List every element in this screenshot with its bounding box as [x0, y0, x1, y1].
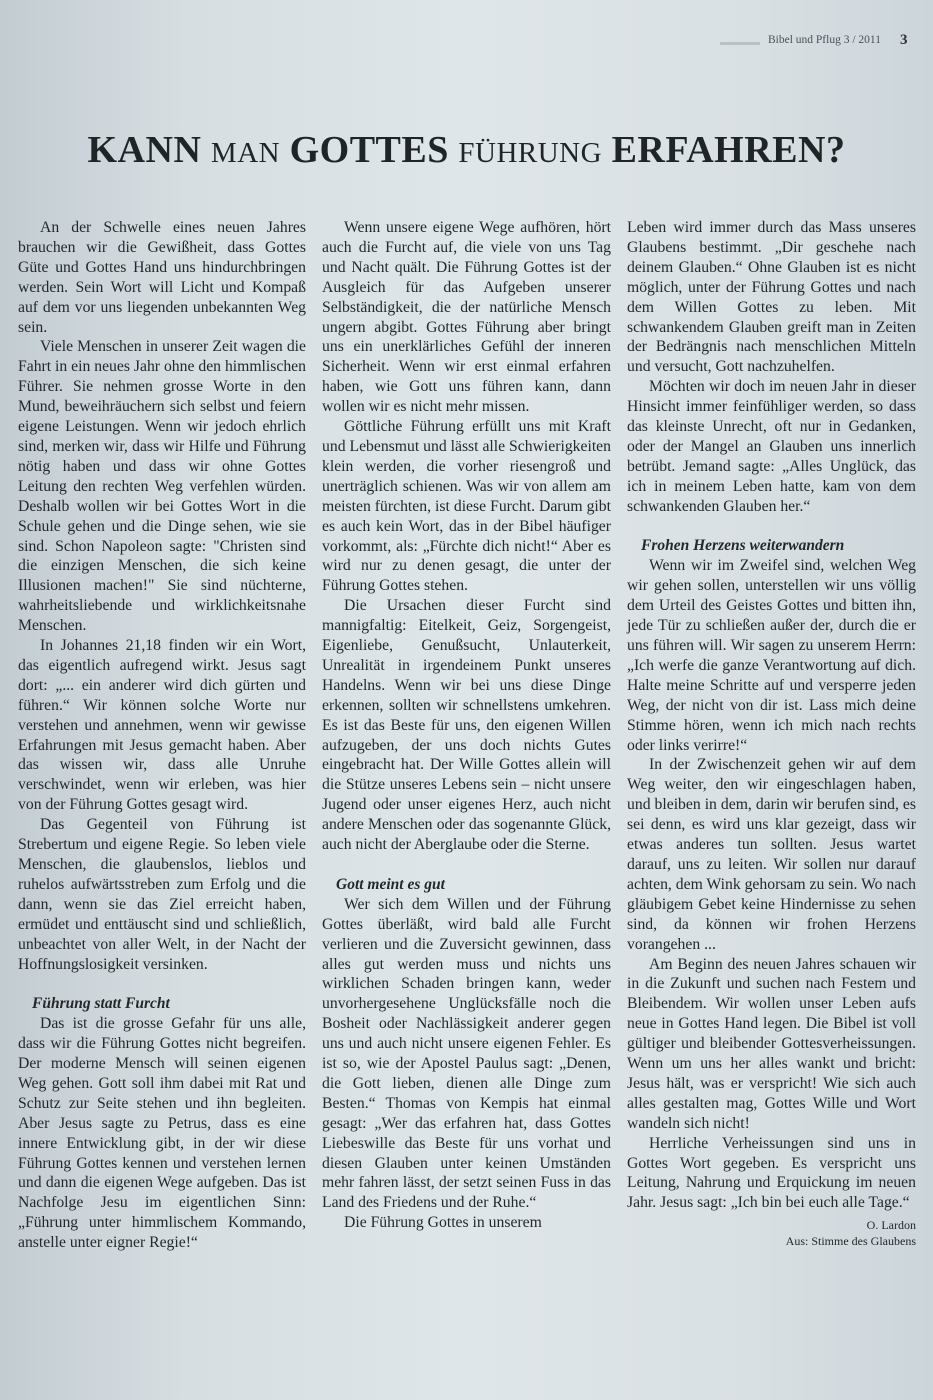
paragraph: Die Ursachen dieser Furcht sind mannigfaltig: Eitelkeit, Geiz, Sorgengeist, Eigenliebe, Genußsucht, Unlauterkeit, Unrealität in irgendeinem Punkt unseres Handelns. Wenn wir bei uns diese Dinge erkennen, sollten wir schnellstens umkehren. Es ist das Beste für uns, den eigenen Willen aufzugeben, der uns doch nichts Gutes eingebracht hat. Der Wille Gottes allein will die Stütze unseres Lebens sein – nicht unsere Jugend oder unser eigenes Herz, auch nicht andere Menschen oder das sogenannte Glück, auch nicht der Aberglaube oder die Sterne.: [322, 597, 611, 854]
paragraph: Das ist die grosse Gefahr für uns alle, dass wir die Führung Gottes nicht begreifen. Der moderne Mensch will seinen eigenen Weg gehen. Gott soll ihm dabei mit Rat und Schutz zur Seite stehen und ihn begleiten. Aber Jesus sagte zu Petrus, dass es eine innere Entwicklung gibt, in der wir diese Führung Gottes kennen und verstehen lernen und dann die eigenen Wege aufgeben. Das ist Nachfolge Jesu im eigentlichen Sinn: „Führung unter himmlischem Kommando, anstelle unter eigner Regie!“: [18, 1015, 306, 1252]
section-heading: Gott meint es gut: [336, 875, 445, 893]
text-column-3: [627, 218, 916, 1249]
article-title: [0, 128, 933, 172]
attribution: [627, 1217, 916, 1249]
paragraph: Die Führung Gottes in unserem: [344, 1214, 542, 1232]
paragraph: Herrliche Verheissungen sind uns in Gottes Wort gegeben. Es verspricht uns Leitung, Nahrung und Erquickung im neuen Jahr. Jesus sagt: „Ich bin bei euch alle Tage.“: [627, 1134, 916, 1212]
paragraph: Wenn wir im Zweifel sind, welchen Weg wir gehen sollen, unterstellen wir uns völlig dem Urteil des Geistes Gottes und bitten ihn, jede Tür zu schließen außer der, durch die er uns führen will. Wir sagen zu unserem Herrn: „Ich werfe die ganze Verantwortung auf dich. Halte meine Schritte auf und versperre jeden Weg, der nicht von dir ist. Lass mich deine Stimme hören, wenn ich mich nach rechts oder links verirre!“: [627, 557, 916, 754]
paragraph: Leben wird immer durch das Mass unseres Glaubens bestimmt. „Dir geschehe nach deinem Glauben.“ Ohne Glauben ist es nicht möglich, unter der Führung Gottes und nach dem Willen Gottes zu leben. Mit schwankendem Glauben greift man in Zeiten der Bedrängnis nach menschlichen Mitteln und versucht, Gott nachzuhelfen.: [627, 219, 916, 376]
paragraph: Am Beginn des neuen Jahres schauen wir in die Zukunft und suchen nach Festem und Bleibendem. Wir wollen unser Leben aufs neue in Gottes Hand legen. Die Bibel ist voll gültiger und bleibender Gottesverheissungen. Wenn um uns her alles wankt und bricht: Jesus hält, was er verspricht! Wie sich auch alles gestalten mag, Gottes Wille und Wort wandeln sich nicht!: [627, 955, 916, 1132]
page-number: 3: [900, 32, 908, 48]
title-word: KANN: [87, 129, 202, 171]
section-heading: Frohen Herzens weiterwandern: [641, 537, 845, 555]
paragraph: Wer sich dem Willen und der Führung Gottes überläßt, wird bald alle Furcht verlieren und die Zuversicht gewinnen, dass alles gut werden muss und nichts uns wirklichen Schaden bringen kann, weder unvorhergesehene Unglücksfälle noch die Bosheit oder Nachlässigkeit anderer gegen uns und auch nicht unsere eigenen Fehler. Es ist so, wie der Apostel Paulus sagt: „Denen, die Gott lieben, dienen alle Dinge zum Besten.“ Thomas von Kempis hat einmal gesagt: „Wer das erfahren hat, dass Gottes Liebeswille das Beste für uns vorhat und diesen Glauben unter keinen Umständen mehr fahren lässt, der setzt seinen Fuss in das Land des Friedens und der Ruhe.“: [322, 895, 611, 1212]
spacer: [627, 517, 916, 537]
paragraph: Göttliche Führung erfüllt uns mit Kraft und Lebensmut und lässt alle Schwierigkeiten klein werden, die vorher riesengroß und unerträglich schienen. Was wir von allem am meisten fürchten, ist diese Furcht. Darum gibt es auch kein Wort, das in der Bibel häufiger vorkommt, als: „Fürchte dich nicht!“ Aber es wird nur zu denen gesagt, die unter der Führung Gottes stehen.: [322, 418, 611, 595]
header-rule: [720, 42, 760, 45]
paragraph: In Johannes 21,18 finden wir ein Wort, das eigentlich aufregend wirkt. Jesus sagt dort: „... ein anderer wird dich gürten und führen.“ Wir können solche Worte nur verstehen und annehmen, wenn wir gewisse Erfahrungen mit Jesus gemacht haben. Aber das wissen wir, dass alle Unruhe verschwindet, wenn wir erleben, was hier von der Führung Gottes gesagt wird.: [18, 637, 306, 814]
paragraph: An der Schwelle eines neuen Jahres brauchen wir die Gewißheit, dass Gottes Güte und Gottes Hand uns hindurchbringen werden. Sein Wort will Licht und Kompaß auf dem vor uns liegenden unbekannten Weg sein.: [18, 219, 306, 336]
paragraph: Das Gegenteil von Führung ist Strebertum und eigene Regie. So leben viele Menschen, die glaubenslos, lieblos und ruhelos aufwärtsstreben zum Erfolg und die dann, wenn sie das Ziel erreicht haben, ermüdet und enttäuscht sind und schließlich, unbeachtet von aller Welt, in der Nacht der Hoffnungslosigkeit versinken.: [18, 816, 306, 973]
publication-info: Bibel und Pflug 3 / 2011: [768, 34, 881, 46]
paragraph: Wenn unsere eigene Wege aufhören, hört auch die Furcht auf, die viele von uns Tag und Nacht quält. Die Führung Gottes ist der Ausgleich für das Aufgeben unserer Selbständigkeit, die der natürliche Mensch ungern abgibt. Gottes Führung aber bringt uns ein unerklärliches Gefühl der inneren Sicherheit. Wenn wir erst einmal erfahren haben, wie Gott uns führen kann, dann wollen wir es nicht mehr missen.: [322, 219, 611, 416]
title-word: MAN: [210, 137, 281, 169]
author-name: O. Lardon: [866, 1218, 916, 1233]
title-word: ERFAHREN?: [611, 129, 846, 171]
text-column-1: [18, 218, 306, 1253]
section-heading: Führung statt Furcht: [32, 995, 170, 1013]
paragraph: Möchten wir doch im neuen Jahr in dieser Hinsicht immer feinfühliger werden, so dass das kleinste Unrecht, oft nur in Gedanken, oder der Mangel an Glauben uns innerlich betrübt. Jemand sagte: „Alles Unglück, das ich in meinem Leben hatte, kam von dem schwankenden Glauben her.“: [627, 378, 916, 515]
text-column-2: [322, 218, 611, 1233]
title-word: GOTTES: [289, 129, 449, 171]
source-note: Aus: Stimme des Glaubens: [785, 1234, 916, 1249]
paragraph: In der Zwischenzeit gehen wir auf dem Weg weiter, den wir eingeschlagen haben, und bleiben in dem, darin wir berufen sind, es sei denn, es wird uns klar gezeigt, dass wir etwas anderes tun sollten. Jesus wartet darauf, uns zu leiten. Wir sollen nur darauf achten, dem Wink gehorsam zu sein. Wo nach gläubigem Gebet keine Hindernisse zu sehen sind, da können wir frohen Herzens vorangehen ...: [627, 756, 916, 953]
page-header: [690, 32, 930, 52]
title-word: FÜHRUNG: [458, 137, 603, 169]
spacer: [18, 974, 306, 994]
spacer: [322, 855, 611, 875]
paragraph: Viele Menschen in unserer Zeit wagen die Fahrt in ein neues Jahr ohne den himmlischen Führer. Sie nehmen grosse Worte in den Mund, beweihräuchern sich selbst und feiern eigene Leistungen. Wenn wir jedoch ehrlich sind, merken wir, dass wir Hilfe und Führung nötig haben und dass wir ohne Gottes Leitung den rechten Weg verfehlen würden. Deshalb wollen wir bei Gottes Wort in die Schule gehen und die Dinge sehen, wie sie sind. Schon Napoleon sagte: "Christen sind die einzigen Menschen, die sich keine Illusionen machen!" Sie sind nüchterne, wahrheitsliebende und wirklichkeitsnahe Menschen.: [18, 338, 306, 635]
